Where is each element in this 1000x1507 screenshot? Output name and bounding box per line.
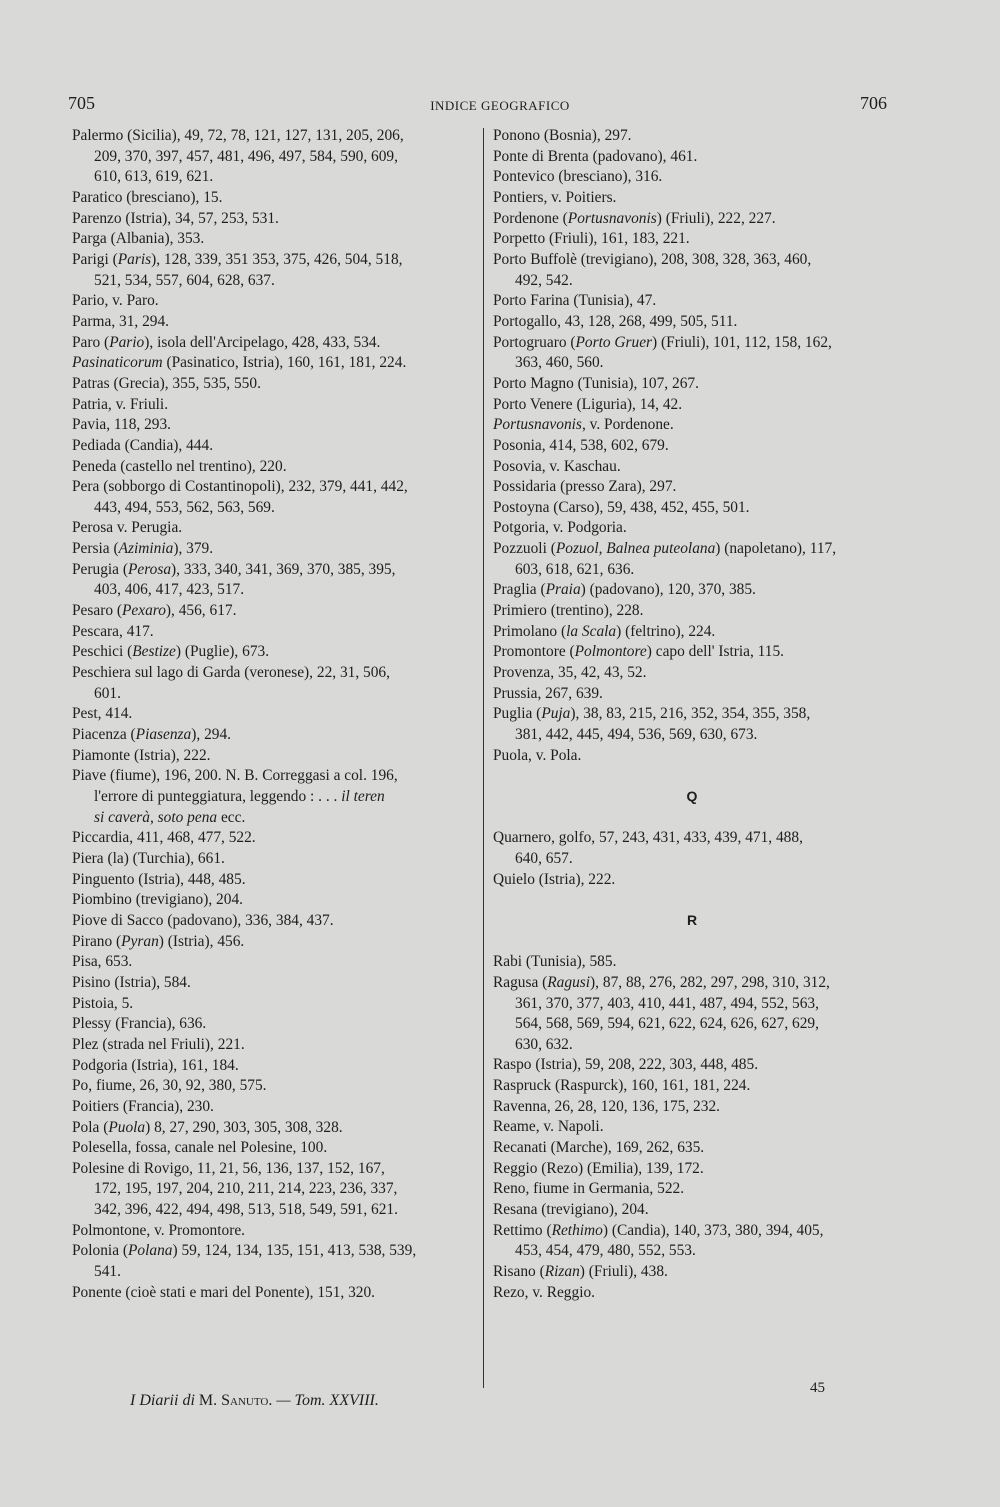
- entry-line: Pasinaticorum (Pasinatico, Istria), 160, 161, 181, 224.: [72, 354, 407, 372]
- entry-line: Quarnero, golfo, 57, 243, 431, 433, 439, 471, 488,: [493, 829, 803, 847]
- index-entry: [72, 250, 476, 291]
- entry-line: Piamonte (Istria), 222.: [72, 746, 211, 764]
- index-entry: [493, 952, 891, 973]
- index-entry: [72, 622, 476, 643]
- entry-line: Plez (strada nel Friuli), 221.: [72, 1035, 245, 1053]
- entry-line: Pest, 414.: [72, 705, 133, 723]
- index-entry: [72, 395, 476, 416]
- footer-pre: I Diarii di: [130, 1392, 195, 1409]
- entry-line: Pordenone (Portusnavonis) (Friuli), 222, 227.: [493, 209, 776, 227]
- index-entry: [72, 1221, 476, 1242]
- index-entry: [72, 188, 476, 209]
- index-entry: [493, 477, 891, 498]
- index-entry: [493, 415, 891, 436]
- index-entry: [493, 1283, 891, 1304]
- index-entry: [72, 229, 476, 250]
- entry-line: l'errore di punteggiatura, leggendo : . . . il teren: [94, 788, 385, 805]
- entry-line: Primiero (trentino), 228.: [493, 602, 644, 620]
- index-entry: [493, 580, 891, 601]
- entry-line: Perosa v. Perugia.: [72, 519, 183, 537]
- index-entry: [72, 870, 476, 891]
- entry-line: Reggio (Rezo) (Emilia), 139, 172.: [493, 1159, 704, 1177]
- entry-line: Paratico (bresciano), 15.: [72, 188, 223, 206]
- entry-line: Po, fiume, 26, 30, 92, 380, 575.: [72, 1077, 267, 1095]
- index-entry: [72, 911, 476, 932]
- entry-line: Poitiers (Francia), 230.: [72, 1097, 214, 1115]
- entry-line: Pisa, 653.: [72, 953, 133, 971]
- entry-line: Patras (Grecia), 355, 535, 550.: [72, 374, 261, 392]
- entry-line: Rezo, v. Reggio.: [493, 1283, 596, 1301]
- index-entry: [493, 1138, 891, 1159]
- entry-line: 610, 613, 619, 621.: [94, 168, 214, 186]
- entry-line: Raspo (Istria), 59, 208, 222, 303, 448, 485.: [493, 1056, 759, 1074]
- index-entry: [493, 518, 891, 539]
- page-number-left: 705: [68, 93, 95, 113]
- index-entry: [72, 601, 476, 622]
- entry-line: 601.: [94, 684, 121, 702]
- index-entry: [72, 973, 476, 994]
- index-entry: [493, 1221, 891, 1262]
- index-entry: [493, 250, 891, 291]
- index-entry: [72, 477, 476, 518]
- index-entry: [72, 457, 476, 478]
- entry-line: 361, 370, 377, 403, 410, 441, 487, 494, 552, 563,: [515, 994, 819, 1012]
- entry-line: Piave (fiume), 196, 200. N. B. Correggasi a col. 196,: [72, 767, 398, 785]
- entry-line: Patria, v. Friuli.: [72, 395, 169, 413]
- entry-line: Pesaro (Pexaro), 456, 617.: [72, 602, 237, 620]
- entry-line: Porto Farina (Tunisia), 47.: [493, 292, 657, 310]
- index-entry: [72, 890, 476, 911]
- page-number-right: 706: [860, 93, 887, 113]
- entry-line: Palermo (Sicilia), 49, 72, 78, 121, 127, 131, 205, 206,: [72, 127, 404, 144]
- entry-line: Podgoria (Istria), 161, 184.: [72, 1056, 239, 1074]
- index-entry: [72, 725, 476, 746]
- entry-line: Parga (Albania), 353.: [72, 230, 205, 248]
- index-entry: [72, 1138, 476, 1159]
- entry-line: Parenzo (Istria), 34, 57, 253, 531.: [72, 209, 279, 227]
- index-entry: [72, 374, 476, 395]
- index-entry: [493, 291, 891, 312]
- entry-line: Ravenna, 26, 28, 120, 136, 175, 232.: [493, 1097, 720, 1115]
- index-entry: [493, 498, 891, 519]
- index-entry: [72, 1035, 476, 1056]
- footer-initial: M.: [198, 1392, 218, 1409]
- index-entry: [72, 1014, 476, 1035]
- index-entry: [493, 209, 891, 230]
- entry-line: Porto Buffolè (trevigiano), 208, 308, 328, 363, 460,: [493, 250, 812, 268]
- index-entry: [72, 1159, 476, 1221]
- footer-title: [130, 1392, 379, 1410]
- index-entry: [493, 601, 891, 622]
- entry-line: Prussia, 267, 639.: [493, 684, 603, 702]
- entry-line: 541.: [94, 1263, 121, 1281]
- entry-line: Parigi (Paris), 128, 339, 351 353, 375, 426, 504, 518,: [72, 250, 403, 268]
- entry-line: 381, 442, 445, 494, 536, 569, 630, 673.: [515, 726, 758, 744]
- entry-line: Ponte di Brenta (padovano), 461.: [493, 147, 698, 165]
- entry-line: Ponente (cioè stati e mari del Ponente), 151, 320.: [72, 1283, 376, 1301]
- entry-line: Piove di Sacco (padovano), 336, 384, 437.: [72, 911, 334, 929]
- index-entry: [493, 746, 891, 767]
- index-entry: [493, 973, 891, 1056]
- entry-line: Portogruaro (Porto Gruer) (Friuli), 101, 112, 158, 162,: [493, 333, 832, 351]
- column-divider: [483, 128, 484, 1388]
- index-entry: [493, 374, 891, 395]
- entry-line: Porto Magno (Tunisia), 107, 267.: [493, 374, 699, 392]
- index-entry: [72, 312, 476, 333]
- entry-line: Pera (sobborgo di Costantinopoli), 232, 379, 441, 442,: [72, 478, 408, 496]
- index-entry: [72, 766, 476, 828]
- entry-line: Piera (la) (Turchia), 661.: [72, 849, 225, 867]
- entry-line: Praglia (Praia) (padovano), 120, 370, 385.: [493, 581, 756, 599]
- entry-line: Persia (Aziminia), 379.: [72, 540, 214, 558]
- index-entry: [493, 188, 891, 209]
- index-entry: [493, 1097, 891, 1118]
- entry-line: Puola, v. Pola.: [493, 746, 582, 764]
- running-title: INDICE GEOGRAFICO: [430, 98, 570, 113]
- index-entry: [72, 353, 476, 374]
- entry-line: Raspruck (Raspurck), 160, 161, 181, 224.: [493, 1077, 751, 1095]
- entry-line: Posovia, v. Kaschau.: [493, 457, 621, 475]
- index-entry: [493, 1055, 891, 1076]
- entry-line: 342, 396, 422, 494, 498, 513, 518, 549, 591, 621.: [94, 1201, 398, 1219]
- entry-line: Piccardia, 411, 468, 477, 522.: [72, 829, 256, 847]
- index-entry: [72, 436, 476, 457]
- entry-line: Recanati (Marche), 169, 262, 635.: [493, 1139, 705, 1157]
- left-column: [72, 126, 476, 1303]
- entry-line: Pediada (Candia), 444.: [72, 436, 214, 454]
- section-letter: R: [686, 912, 698, 929]
- entry-line: 209, 370, 397, 457, 481, 496, 497, 584, 590, 609,: [94, 147, 398, 165]
- entry-line: Pario, v. Paro.: [72, 292, 159, 310]
- index-entry: [493, 684, 891, 705]
- index-entry: [72, 746, 476, 767]
- entry-line: 564, 568, 569, 594, 621, 622, 624, 626, 627, 629,: [515, 1015, 819, 1033]
- entry-line: Plessy (Francia), 636.: [72, 1015, 207, 1033]
- index-entry: [493, 1179, 891, 1200]
- entry-line: Pirano (Pyran) (Istria), 456.: [72, 932, 245, 950]
- index-entry: [493, 828, 891, 869]
- index-entry: [493, 395, 891, 416]
- entry-line: Paro (Pario), isola dell'Arcipelago, 428, 433, 534.: [72, 333, 381, 351]
- index-entry: [493, 622, 891, 643]
- entry-line: Piacenza (Piasenza), 294.: [72, 726, 232, 744]
- entry-line: Possidaria (presso Zara), 297.: [493, 478, 677, 496]
- index-entry: [72, 952, 476, 973]
- index-entry: [493, 1076, 891, 1097]
- index-entry: [72, 333, 476, 354]
- entry-line: Resana (trevigiano), 204.: [493, 1201, 649, 1219]
- entry-line: Porto Venere (Liguria), 14, 42.: [493, 395, 683, 413]
- index-entry: [72, 994, 476, 1015]
- index-entry: [72, 849, 476, 870]
- index-entry: [72, 704, 476, 725]
- entry-line: Puglia (Puja), 38, 83, 215, 216, 352, 354, 355, 358,: [493, 705, 811, 723]
- entry-line: Polesine di Rovigo, 11, 21, 56, 136, 137, 152, 167,: [72, 1159, 385, 1177]
- index-entry: [493, 457, 891, 478]
- index-entry: [493, 436, 891, 457]
- index-entry: [72, 1241, 476, 1282]
- entry-line: Provenza, 35, 42, 43, 52.: [493, 664, 647, 682]
- entry-line: Pozzuoli (Pozuol, Balnea puteolana) (napoletano), 117,: [493, 540, 837, 558]
- index-entry: [72, 663, 476, 704]
- entry-line: Pontiers, v. Poitiers.: [493, 188, 617, 206]
- index-entry: [493, 1159, 891, 1180]
- index-entry: [72, 415, 476, 436]
- entry-line: Polmontone, v. Promontore.: [72, 1221, 245, 1239]
- entry-line: Promontore (Polmontore) capo dell' Istria, 115.: [493, 643, 785, 661]
- entry-line: 521, 534, 557, 604, 628, 637.: [94, 271, 275, 289]
- entry-line: Pistoia, 5.: [72, 994, 134, 1012]
- footer-volume: — Tom. XXVIII.: [276, 1392, 379, 1409]
- index-entry: [493, 229, 891, 250]
- entry-line: Peschiera sul lago di Garda (veronese), 22, 31, 506,: [72, 664, 390, 682]
- index-entry: [493, 333, 891, 374]
- entry-line: Posonia, 414, 538, 602, 679.: [493, 436, 669, 454]
- index-entry: [72, 1056, 476, 1077]
- entry-line: Reno, fiume in Germania, 522.: [493, 1180, 685, 1198]
- index-entry: [493, 870, 891, 891]
- entry-line: Portogallo, 43, 128, 268, 499, 505, 511.: [493, 312, 738, 330]
- index-entry: [72, 126, 476, 188]
- entry-line: Pescara, 417.: [72, 622, 154, 640]
- index-entry: [493, 704, 891, 745]
- entry-line: Polonia (Polana) 59, 124, 134, 135, 151, 413, 538, 539,: [72, 1242, 417, 1260]
- right-column: [493, 126, 891, 1303]
- entry-line: Polesella, fossa, canale nel Polesine, 100.: [72, 1139, 328, 1157]
- entry-line: Potgoria, v. Podgoria.: [493, 519, 627, 537]
- index-entry: [72, 518, 476, 539]
- index-entry: [72, 1283, 476, 1304]
- entry-line: Primolano (la Scala) (feltrino), 224.: [493, 622, 716, 640]
- entry-line: Risano (Rizan) (Friuli), 438.: [493, 1263, 668, 1281]
- index-entry: [493, 312, 891, 333]
- index-entry: [493, 663, 891, 684]
- entry-line: Pavia, 118, 293.: [72, 416, 172, 434]
- entry-line: Pontevico (bresciano), 316.: [493, 168, 663, 186]
- footer-author: Sanuto.: [221, 1392, 273, 1409]
- entry-line: Perugia (Perosa), 333, 340, 341, 369, 370, 385, 395,: [72, 560, 396, 578]
- index-entry: [72, 1076, 476, 1097]
- index-entry: [493, 167, 891, 188]
- entry-line: 453, 454, 479, 480, 552, 553.: [515, 1242, 696, 1260]
- entry-line: Reame, v. Napoli.: [493, 1118, 604, 1136]
- entry-line: Rabi (Tunisia), 585.: [493, 953, 617, 971]
- index-entry: [72, 828, 476, 849]
- signature-mark: 45: [810, 1380, 825, 1396]
- entry-line: Postoyna (Carso), 59, 438, 452, 455, 501.: [493, 498, 750, 516]
- index-entry: [493, 126, 891, 147]
- entry-line: Piombino (trevigiano), 204.: [72, 891, 243, 909]
- entry-line: Ponono (Bosnia), 297.: [493, 127, 632, 144]
- entry-line: 640, 657.: [515, 849, 573, 867]
- index-entry: [493, 642, 891, 663]
- index-entry: [493, 539, 891, 580]
- entry-line: Portusnavonis, v. Pordenone.: [493, 416, 674, 434]
- entry-line: 172, 195, 197, 204, 210, 211, 214, 223, 236, 337,: [94, 1180, 398, 1198]
- index-entry: [72, 209, 476, 230]
- entry-line: Pinguento (Istria), 448, 485.: [72, 870, 246, 888]
- index-entry: [493, 1200, 891, 1221]
- entry-line: 603, 618, 621, 636.: [515, 560, 635, 578]
- section-letter: Q: [686, 788, 698, 805]
- index-entry: [493, 1117, 891, 1138]
- entry-line: Porpetto (Friuli), 161, 183, 221.: [493, 230, 690, 248]
- entry-line: 363, 460, 560.: [515, 354, 604, 372]
- index-entry: [72, 642, 476, 663]
- entry-line: Pola (Puola) 8, 27, 290, 303, 305, 308, 328.: [72, 1118, 343, 1136]
- entry-line: Peschici (Bestize) (Puglie), 673.: [72, 643, 270, 661]
- index-entry: [493, 147, 891, 168]
- index-entry: [72, 1097, 476, 1118]
- entry-line: 630, 632.: [515, 1035, 573, 1053]
- index-entry: [72, 932, 476, 953]
- index-entry: [72, 291, 476, 312]
- entry-line: Rettimo (Rethimo) (Candia), 140, 373, 380, 394, 405,: [493, 1221, 824, 1239]
- index-entry: [493, 1262, 891, 1283]
- entry-line: 443, 494, 553, 562, 563, 569.: [94, 498, 275, 516]
- entry-line: 492, 542.: [515, 271, 573, 289]
- entry-line: Pisino (Istria), 584.: [72, 973, 191, 991]
- entry-line: Quielo (Istria), 222.: [493, 870, 616, 888]
- index-entry: [72, 539, 476, 560]
- entry-line: Peneda (castello nel trentino), 220.: [72, 457, 287, 475]
- entry-line: 403, 406, 417, 423, 517.: [94, 581, 245, 599]
- entry-line: si caverà, soto pena ecc.: [94, 808, 246, 826]
- index-entry: [72, 560, 476, 601]
- index-entry: [72, 1118, 476, 1139]
- entry-line: Ragusa (Ragusi), 87, 88, 276, 282, 297, 298, 310, 312,: [493, 973, 830, 991]
- entry-line: Parma, 31, 294.: [72, 312, 170, 330]
